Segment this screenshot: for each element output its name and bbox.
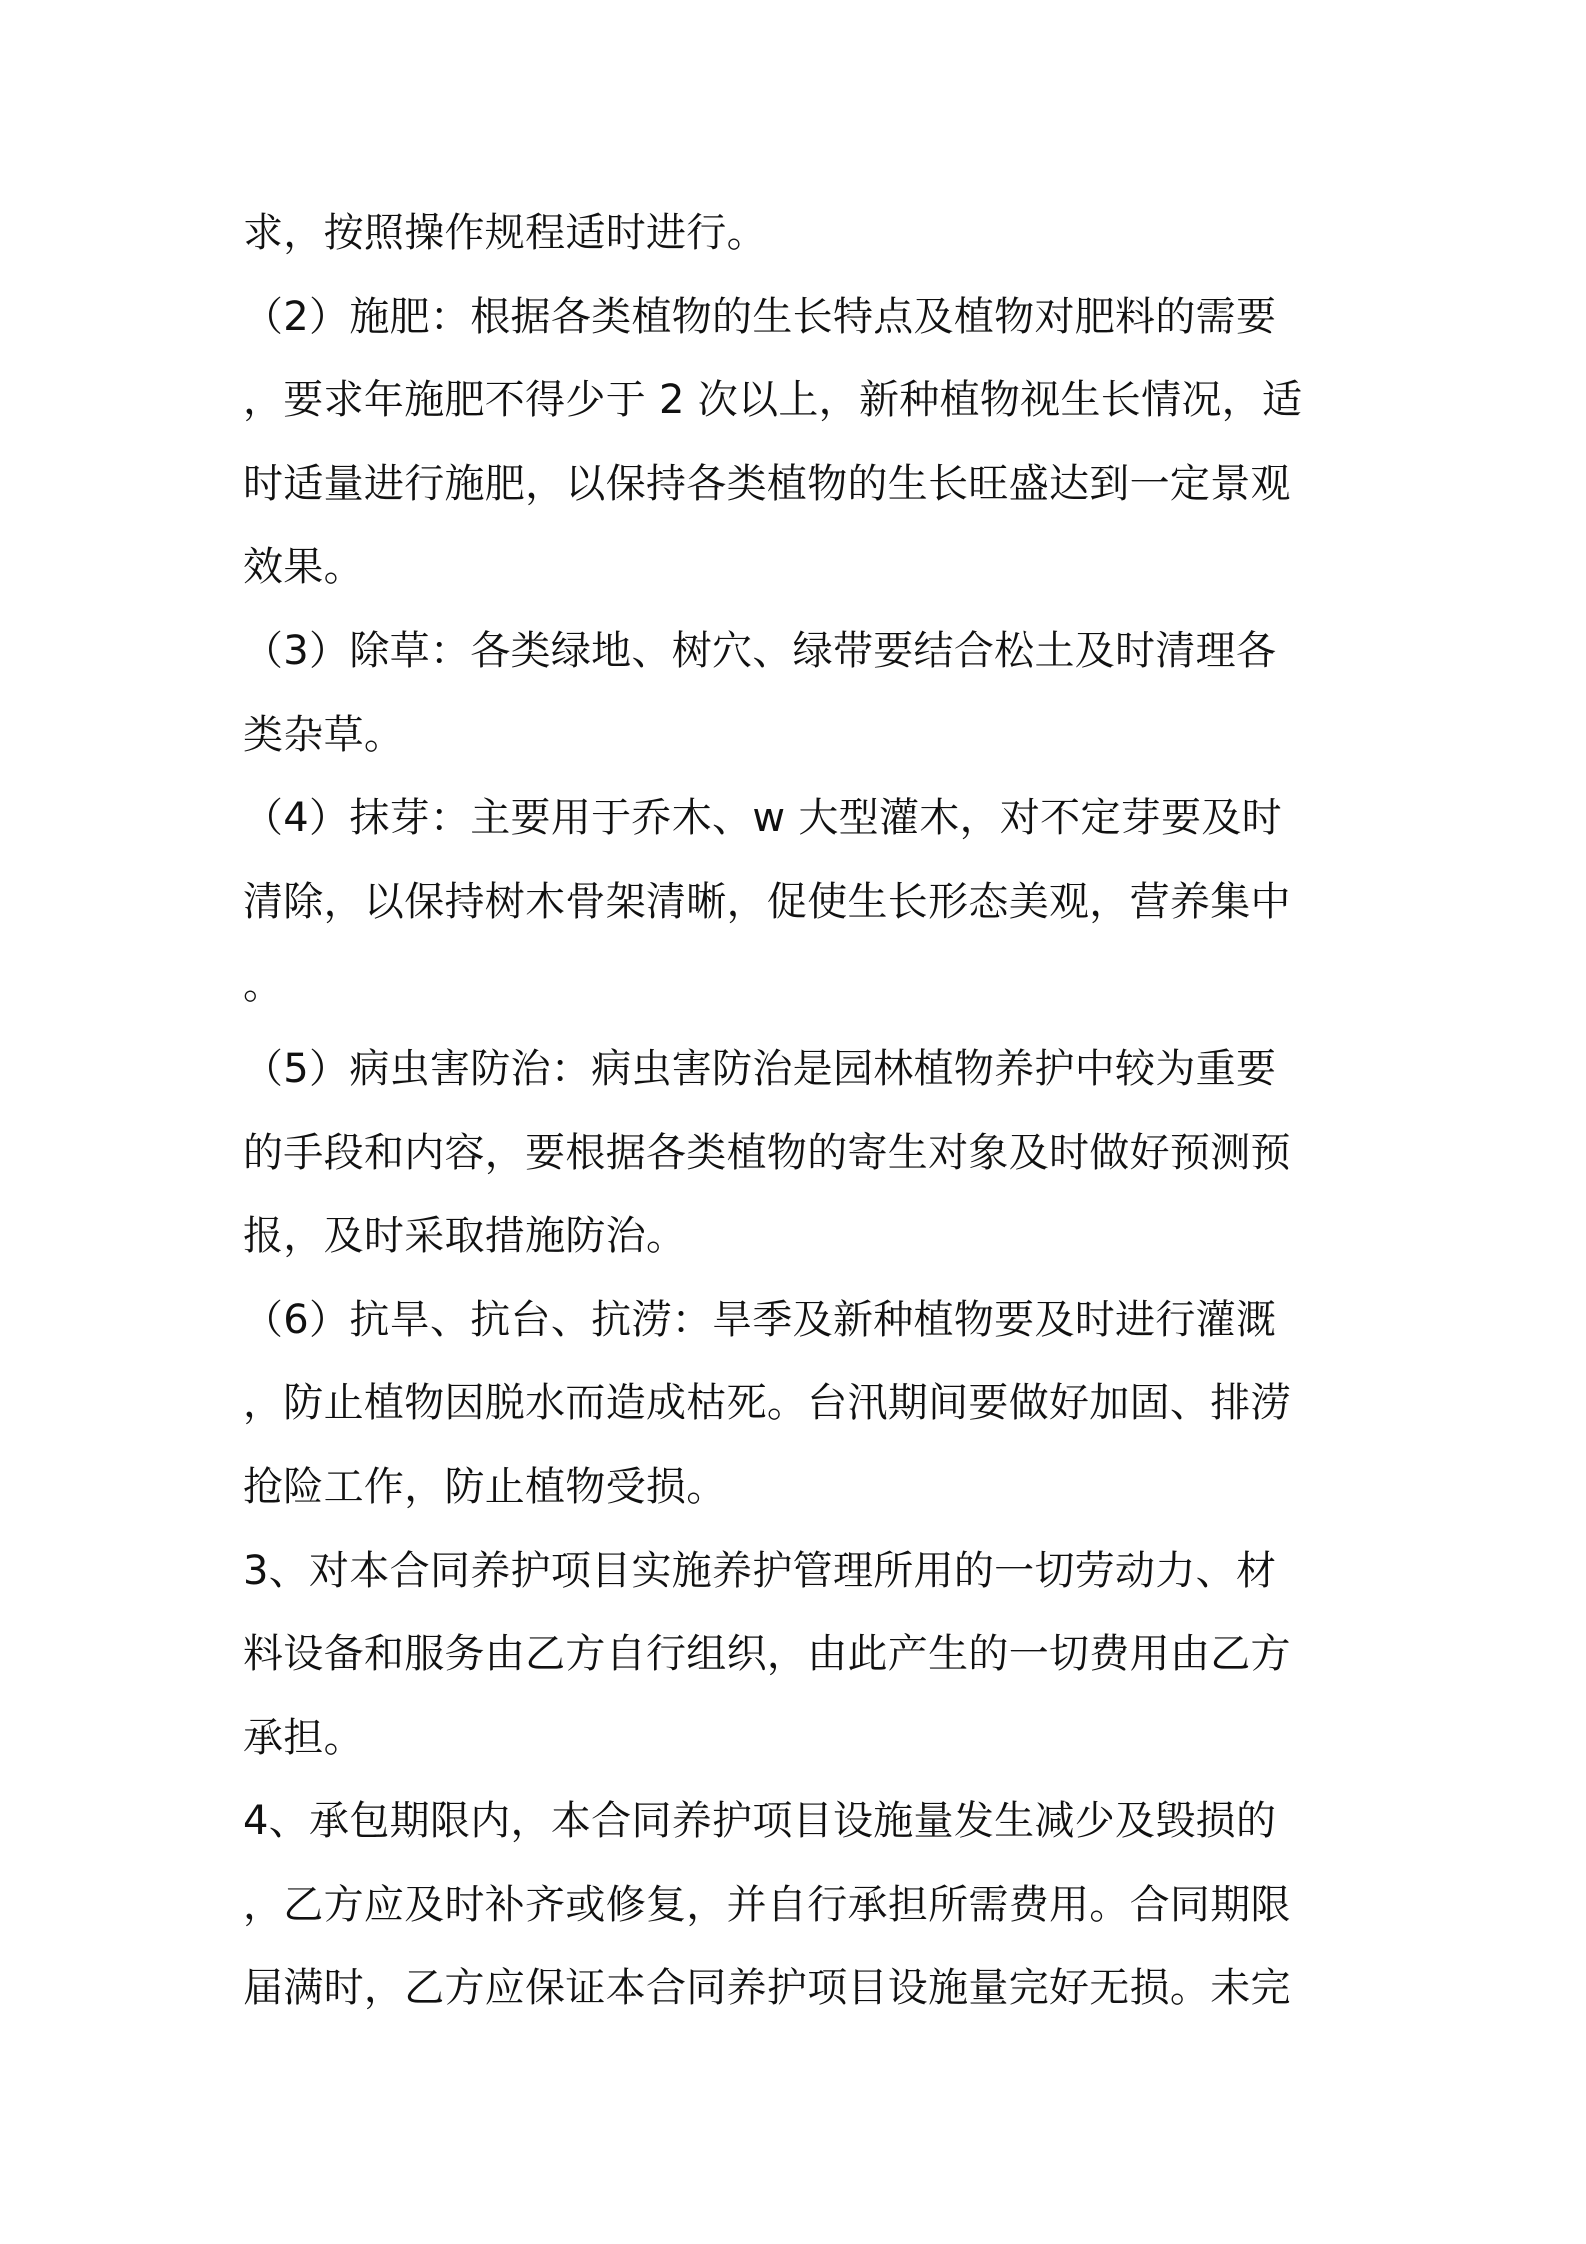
text-line: 报，及时采取措施防治。 [243,1213,687,1260]
text-line: ，防止植物因脱水而造成枯死。台汛期间要做好加固、排涝 [243,1380,1291,1427]
text-line: 效果。 [243,544,364,591]
text-line: 料设备和服务由乙方自行组织，由此产生的一切费用由乙方 [243,1631,1291,1678]
text-line: （2）施肥：根据各类植物的生长特点及植物对肥料的需要 [243,293,1277,340]
text-line: 3、对本合同养护项目实施养护管理所用的一切劳动力、材 [243,1547,1277,1594]
text-line: ，乙方应及时补齐或修复，并自行承担所需费用。合同期限 [243,1881,1291,1928]
body-text [243,192,1363,2031]
text-line: ，要求年施肥不得少于 2 次以上，新种植物视生长情况，适 [243,377,1303,424]
text-line: 抢险工作，防止植物受损。 [243,1463,727,1510]
text-line: 求，按照操作规程适时进行。 [243,210,767,256]
text-line: （5）病虫害防治：病虫害防治是园林植物养护中较为重要 [243,1045,1277,1092]
text-line: 清除，以保持树木骨架清晰，促使生长形态美观，营养集中 [243,878,1291,925]
text-line: 的手段和内容，要根据各类植物的寄生对象及时做好预测预 [243,1129,1291,1176]
text-line: （4）抹芽：主要用于乔木、w 大型灌木，对不定芽要及时 [243,795,1282,842]
text-line: 4、承包期限内，本合同养护项目设施量发生减少及毁损的 [243,1798,1277,1845]
text-line: 届满时，乙方应保证本合同养护项目设施量完好无损。未完 [243,1965,1291,2012]
text-line: （3）除草：各类绿地、树穴、绿带要结合松土及时清理各 [243,627,1277,674]
text-line: 承担。 [243,1714,364,1761]
text-line: 。 [243,962,284,1009]
text-line: 时适量进行施肥，以保持各类植物的生长旺盛达到一定景观 [243,460,1291,507]
text-line: （6）抗旱、抗台、抗涝：旱季及新种植物要及时进行灌溉 [243,1296,1277,1343]
text-line: 类杂草。 [243,711,405,758]
